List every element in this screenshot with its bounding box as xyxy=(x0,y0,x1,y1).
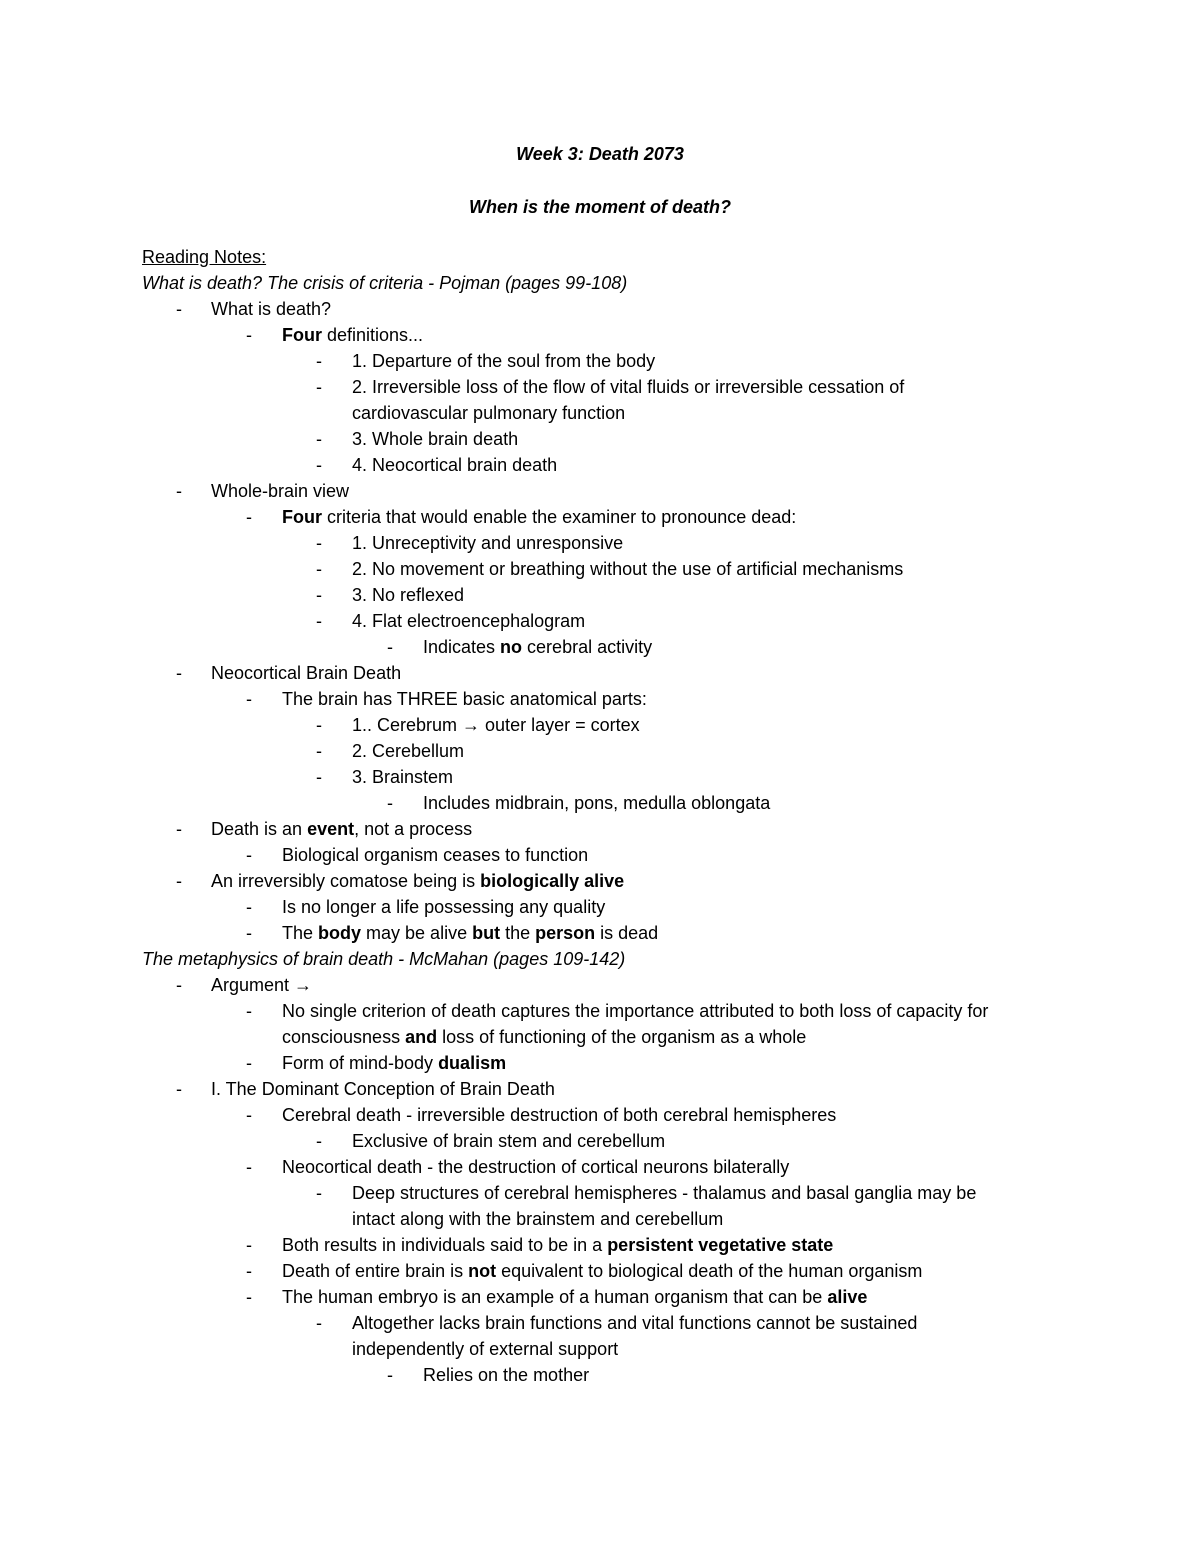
outline-item xyxy=(0,452,1200,478)
notes-list xyxy=(0,270,1200,1388)
plain-text: 4. Flat electroencephalogram xyxy=(352,611,586,631)
outline-item xyxy=(0,790,1200,816)
outline-item xyxy=(0,1128,1200,1154)
outline-item xyxy=(0,738,1200,764)
bullet-dash: - xyxy=(246,897,252,917)
outline-item xyxy=(0,1050,1200,1076)
bold-text: Four xyxy=(282,507,322,527)
outline-item-text xyxy=(211,296,331,322)
outline-item-text xyxy=(282,1258,922,1284)
bullet-dash: - xyxy=(316,715,322,735)
plain-text: Death of entire brain is xyxy=(282,1261,469,1281)
plain-text: No single criterion of death captures the importance attributed to both loss of capacity for xyxy=(282,1001,989,1021)
plain-text: cerebral activity xyxy=(522,637,653,657)
outline-item xyxy=(0,660,1200,686)
outline-item-text xyxy=(352,556,903,582)
outline-item-text xyxy=(352,1310,917,1336)
bullet-dash: - xyxy=(316,585,322,605)
plain-text: equivalent to biological death of the human organism xyxy=(496,1261,923,1281)
plain-text: criteria that would enable the examiner to pronounce dead: xyxy=(322,507,797,527)
plain-text: Both results in individuals said to be in a xyxy=(282,1235,608,1255)
bullet-dash: - xyxy=(316,533,322,553)
outline-item xyxy=(0,1154,1200,1180)
bullet-dash: - xyxy=(316,377,322,397)
bold-text: person xyxy=(535,923,596,943)
plain-text: Biological organism ceases to function xyxy=(282,845,589,865)
outline-item-text xyxy=(352,582,464,608)
outline-item-text xyxy=(282,894,605,920)
plain-text: An irreversibly comatose being is xyxy=(211,871,481,891)
bullet-dash: - xyxy=(316,1183,322,1203)
outline-item xyxy=(0,894,1200,920)
plain-text: I. The Dominant Conception of Brain Death xyxy=(211,1079,555,1099)
outline-item-text xyxy=(352,712,640,738)
outline-item xyxy=(0,556,1200,582)
bullet-dash: - xyxy=(387,637,393,657)
plain-text: , not a process xyxy=(354,819,473,839)
bold-text: persistent vegetative state xyxy=(607,1235,834,1255)
outline-item xyxy=(0,530,1200,556)
outline-item xyxy=(0,608,1200,634)
outline-item-text xyxy=(352,400,625,426)
bullet-dash: - xyxy=(246,689,252,709)
bullet-dash: - xyxy=(316,1131,322,1151)
plain-text: may be alive xyxy=(361,923,473,943)
plain-text: is dead xyxy=(595,923,659,943)
outline-item xyxy=(0,634,1200,660)
outline-item-text xyxy=(352,452,557,478)
plain-text: Includes midbrain, pons, medulla oblongata xyxy=(423,793,771,813)
bullet-dash: - xyxy=(316,741,322,761)
outline-item-text xyxy=(211,972,312,998)
notes-body xyxy=(0,244,1200,1388)
reading-source-heading xyxy=(0,946,1200,972)
bullet-dash: - xyxy=(176,1079,182,1099)
outline-item-text xyxy=(352,1336,618,1362)
outline-item xyxy=(0,1284,1200,1310)
bullet-dash: - xyxy=(176,819,182,839)
outline-item xyxy=(0,400,1200,426)
outline-item xyxy=(0,348,1200,374)
plain-text: cardiovascular pulmonary function xyxy=(352,403,626,423)
plain-text: loss of functioning of the organism as a whole xyxy=(437,1027,807,1047)
outline-item-text xyxy=(282,842,588,868)
plain-text: 1. Unreceptivity and unresponsive xyxy=(352,533,624,553)
plain-text: Death is an xyxy=(211,819,308,839)
outline-item-text xyxy=(352,764,453,790)
outline-item-text xyxy=(282,686,647,712)
plain-text: What is death? xyxy=(211,299,332,319)
document-title: Week 3: Death 2073 xyxy=(516,144,684,164)
plain-text: 3. Whole brain death xyxy=(352,429,519,449)
plain-text: The brain has THREE basic anatomical parts: xyxy=(282,689,647,709)
outline-item-text xyxy=(282,1284,867,1310)
plain-text: Cerebral death - irreversible destruction of both cerebral hemispheres xyxy=(282,1105,837,1125)
bullet-dash: - xyxy=(246,1157,252,1177)
outline-item xyxy=(0,816,1200,842)
plain-text: Neocortical death - the destruction of cortical neurons bilaterally xyxy=(282,1157,790,1177)
bullet-dash: - xyxy=(316,429,322,449)
outline-item-text xyxy=(282,322,423,348)
outline-item xyxy=(0,1362,1200,1388)
bullet-dash: - xyxy=(316,455,322,475)
plain-text: independently of external support xyxy=(352,1339,619,1359)
outline-item-text xyxy=(211,660,401,686)
outline-item-text xyxy=(352,530,623,556)
bold-text: not xyxy=(468,1261,497,1281)
plain-text: Is no longer a life possessing any quality xyxy=(282,897,606,917)
outline-item-text xyxy=(282,1102,836,1128)
bold-text: body xyxy=(318,923,362,943)
outline-item-text xyxy=(352,608,585,634)
outline-item xyxy=(0,322,1200,348)
bullet-dash: - xyxy=(316,611,322,631)
outline-item xyxy=(0,1102,1200,1128)
outline-item xyxy=(0,972,1200,998)
outline-item xyxy=(0,478,1200,504)
bullet-dash: - xyxy=(387,1365,393,1385)
outline-item xyxy=(0,686,1200,712)
outline-item xyxy=(0,868,1200,894)
plain-text: Deep structures of cerebral hemispheres - thalamus and basal ganglia may be xyxy=(352,1183,977,1203)
bullet-dash: - xyxy=(246,1001,252,1021)
outline-item-text xyxy=(423,634,652,660)
outline-item-text xyxy=(352,1128,665,1154)
outline-item xyxy=(0,1258,1200,1284)
outline-item xyxy=(0,842,1200,868)
outline-item xyxy=(0,712,1200,738)
plain-text: definitions... xyxy=(322,325,424,345)
bullet-dash: - xyxy=(176,481,182,501)
outline-item xyxy=(0,1180,1200,1206)
bold-text: dualism xyxy=(438,1053,507,1073)
bullet-dash: - xyxy=(246,1235,252,1255)
plain-text: 2. Cerebellum xyxy=(352,741,465,761)
outline-item xyxy=(0,1310,1200,1336)
bullet-dash: - xyxy=(176,871,182,891)
outline-item-text xyxy=(282,1050,506,1076)
plain-text: 2. No movement or breathing without the use of artificial mechanisms xyxy=(352,559,904,579)
plain-text: The human embryo is an example of a human organism that can be xyxy=(282,1287,828,1307)
document-subtitle: When is the moment of death? xyxy=(468,197,731,217)
outline-item xyxy=(0,504,1200,530)
outline-item-text xyxy=(142,270,627,296)
bold-text: and xyxy=(405,1027,438,1047)
bold-text: biologically alive xyxy=(480,871,625,891)
outline-item xyxy=(0,1336,1200,1362)
bullet-dash: - xyxy=(246,507,252,527)
plain-text: Altogether lacks brain functions and vital functions cannot be sustained xyxy=(352,1313,918,1333)
plain-text: Form of mind-body xyxy=(282,1053,439,1073)
outline-item xyxy=(0,582,1200,608)
bullet-dash: - xyxy=(176,975,182,995)
outline-item xyxy=(0,426,1200,452)
outline-item-text xyxy=(282,1154,789,1180)
plain-text: 2. Irreversible loss of the flow of vital fluids or irreversible cessation of xyxy=(352,377,905,397)
reading-source-heading xyxy=(0,270,1200,296)
plain-text: 4. Neocortical brain death xyxy=(352,455,558,475)
bullet-dash: - xyxy=(316,351,322,371)
outline-item xyxy=(0,920,1200,946)
outline-item-text xyxy=(142,946,625,972)
plain-text: Relies on the mother xyxy=(423,1365,590,1385)
bullet-dash: - xyxy=(246,1287,252,1307)
outline-item xyxy=(0,296,1200,322)
outline-item-text xyxy=(352,1180,976,1206)
bullet-dash: - xyxy=(176,299,182,319)
plain-text: the xyxy=(500,923,536,943)
outline-item-text xyxy=(282,920,658,946)
plain-text: 3. Brainstem xyxy=(352,767,454,787)
outline-item-text xyxy=(282,1232,833,1258)
bullet-dash: - xyxy=(316,559,322,579)
outline-item-text xyxy=(352,374,904,400)
outline-item xyxy=(0,374,1200,400)
bullet-dash: - xyxy=(246,845,252,865)
outline-item xyxy=(0,1024,1200,1050)
bullet-dash: - xyxy=(246,325,252,345)
plain-text: intact along with the brainstem and cerebellum xyxy=(352,1209,724,1229)
bullet-dash: - xyxy=(316,1313,322,1333)
bullet-dash: - xyxy=(246,1053,252,1073)
bullet-dash: - xyxy=(246,1261,252,1281)
outline-item-text xyxy=(211,816,472,842)
section-heading xyxy=(0,244,1200,270)
plain-text: Indicates xyxy=(423,637,501,657)
plain-text: Exclusive of brain stem and cerebellum xyxy=(352,1131,666,1151)
plain-text: Whole-brain view xyxy=(211,481,350,501)
outline-item xyxy=(0,1232,1200,1258)
outline-item-text xyxy=(352,426,518,452)
outline-item xyxy=(0,1076,1200,1102)
bullet-dash: - xyxy=(246,923,252,943)
bullet-dash: - xyxy=(316,767,322,787)
bullet-dash: - xyxy=(176,663,182,683)
bold-text: Four xyxy=(282,325,322,345)
plain-text: The xyxy=(282,923,319,943)
bullet-dash: - xyxy=(387,793,393,813)
outline-item-text xyxy=(352,738,464,764)
outline-item-text xyxy=(211,868,624,894)
outline-item-text xyxy=(211,478,349,504)
outline-item-text xyxy=(423,790,770,816)
outline-item xyxy=(0,998,1200,1024)
bullet-dash: - xyxy=(246,1105,252,1125)
outline-item-text xyxy=(282,998,988,1024)
plain-text: What is death? The crisis of criteria - Pojman (pages 99-108) xyxy=(142,273,628,293)
reading-notes-heading: Reading Notes: xyxy=(142,247,267,267)
plain-text: 1. Departure of the soul from the body xyxy=(352,351,656,371)
plain-text: The metaphysics of brain death - McMahan (pages 109-142) xyxy=(142,949,626,969)
plain-text: 1.. Cerebrum → outer layer = cortex xyxy=(352,715,640,735)
outline-item-text xyxy=(352,1206,723,1232)
bold-text: but xyxy=(472,923,501,943)
plain-text: 3. No reflexed xyxy=(352,585,465,605)
bold-text: no xyxy=(500,637,523,657)
outline-item-text xyxy=(282,504,796,530)
outline-item xyxy=(0,1206,1200,1232)
bold-text: alive xyxy=(827,1287,868,1307)
outline-item-text xyxy=(211,1076,555,1102)
plain-text: Argument → xyxy=(211,975,313,995)
plain-text: Neocortical Brain Death xyxy=(211,663,402,683)
plain-text: consciousness xyxy=(282,1027,406,1047)
outline-item-text xyxy=(352,348,655,374)
bold-text: event xyxy=(307,819,355,839)
outline-item-text xyxy=(282,1024,806,1050)
outline-item xyxy=(0,764,1200,790)
outline-item-text xyxy=(423,1362,589,1388)
